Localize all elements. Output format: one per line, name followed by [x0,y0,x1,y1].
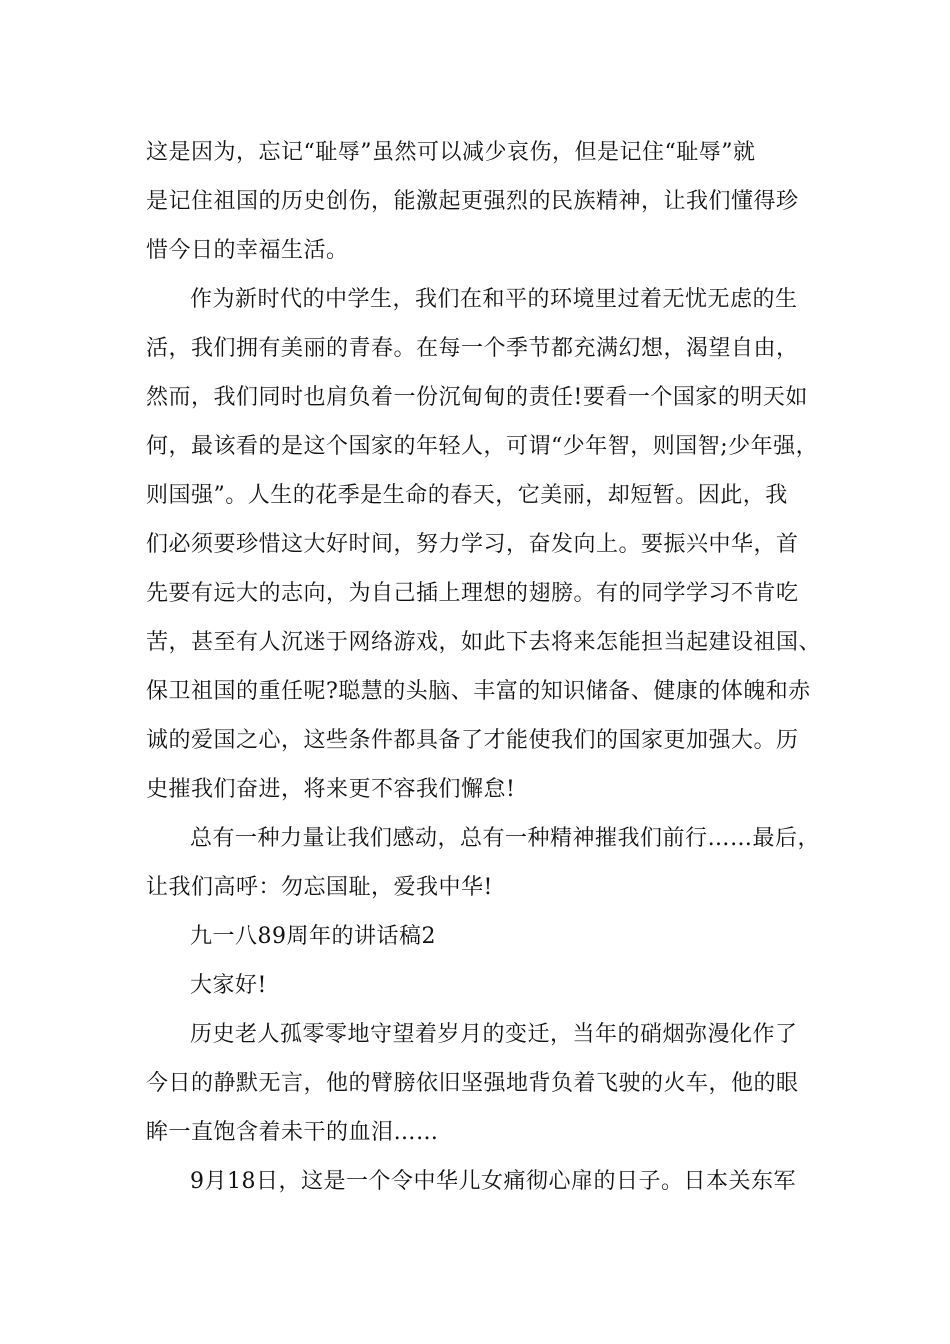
section-heading [146,912,826,961]
text-line: 9月18日，这是一个令中华儿女痛彻心扉的日子。日本关东军 [190,1169,796,1194]
greeting [146,961,826,1010]
document-body [146,128,826,1206]
text-line: 活，我们拥有美丽的青春。在每一个季节都充满幻想，渴望自由， [146,336,799,361]
paragraph-7 [146,1157,826,1206]
paragraph-3 [146,814,826,912]
text-line: 先要有远大的志向，为自己插上理想的翅膀。有的同学学习不肯吃 [146,581,799,606]
text-line: 诚的爱国之心，这些条件都具备了才能使我们的国家更加强大。历 [146,728,799,753]
text-line: 然而，我们同时也肩负着一份沉甸甸的责任!要看一个国家的明天如 [146,385,808,410]
text-line: 让我们高呼：勿忘国耻，爱我中华! [146,875,493,900]
text-line: 历史老人孤零零地守望着岁月的变迁，当年的硝烟弥漫化作了 [190,1022,798,1047]
text-line: 眸一直饱含着未干的血泪…… [146,1120,439,1145]
text-line: 何，最该看的是这个国家的年轻人，可谓“少年智，则国智;少年强， [146,434,819,459]
text-line: 则国强”。人生的花季是生命的春天，它美丽，却短暂。因此，我 [146,483,788,508]
paragraph-6 [146,1010,826,1157]
paragraph-2 [146,275,826,814]
text-line: 今日的静默无言，他的臂膀依旧坚强地背负着飞驶的火车，他的眼 [146,1071,799,1096]
text-line: 总有一种力量让我们感动，总有一种精神摧我们前行……最后， [190,826,821,851]
text-line: 史摧我们奋进，将来更不容我们懈怠! [146,777,516,802]
text-line: 苦，甚至有人沉迷于网络游戏，如此下去将来怎能担当起建设祖国、 [146,630,822,655]
text-line: 作为新时代的中学生，我们在和平的环境里过着无忧无虑的生 [190,287,798,312]
text-line: 九一八89周年的讲话稿2 [190,924,436,949]
text-line: 保卫祖国的重任呢?聪慧的头脑、丰富的知识储备、健康的体魄和赤 [146,679,811,704]
text-line: 是记住祖国的历史创伤，能激起更强烈的民族精神，让我们懂得珍 [146,189,799,214]
text-line: 们必须要珍惜这大好时间，努力学习，奋发向上。要振兴中华，首 [146,532,799,557]
text-line: 大家好! [190,973,267,998]
paragraph-1 [146,128,826,275]
text-line: 惜今日的幸福生活。 [146,238,349,263]
text-line: 这是因为，忘记“耻辱”虽然可以减少哀伤，但是记住“耻辱”就 [146,140,756,165]
